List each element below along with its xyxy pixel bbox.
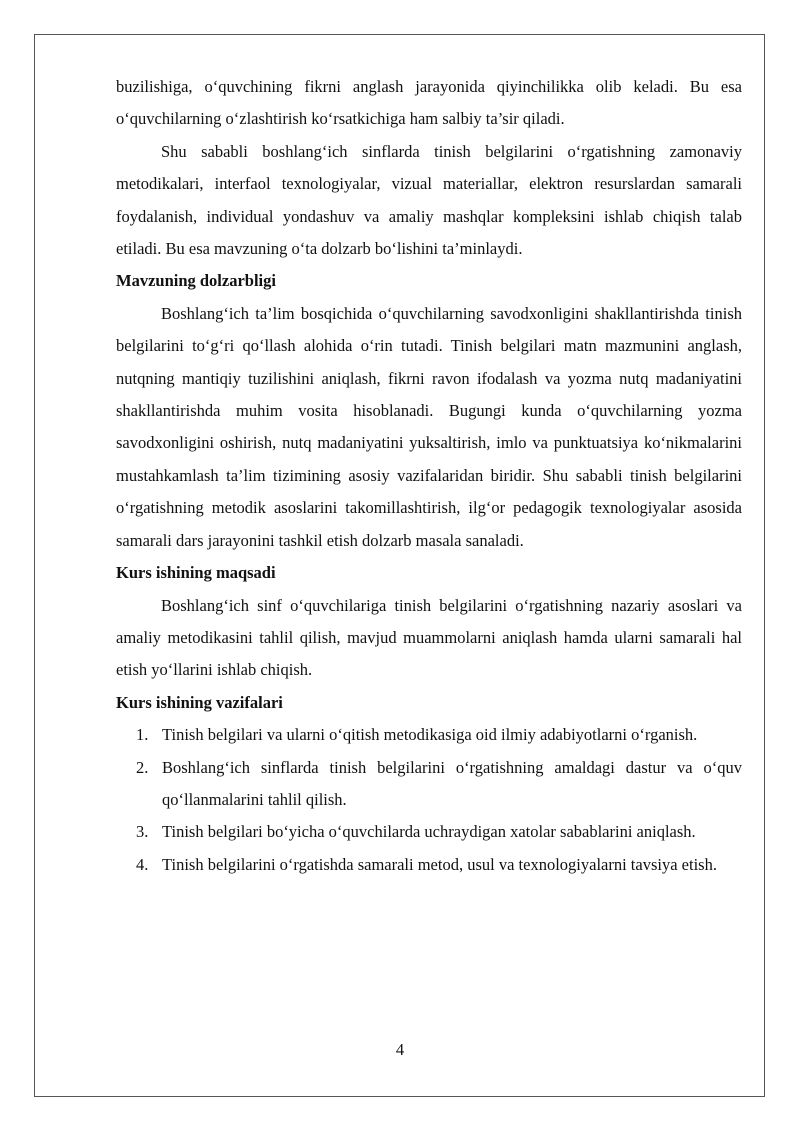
heading-goal: Kurs ishining maqsadi bbox=[116, 563, 276, 583]
list-item-text: Boshlang‘ich sinflarda tinish belgilarini o‘rgatishning amaldagi dastur va o‘quv qo‘llanmalarini tahlil qilish. bbox=[162, 757, 742, 809]
list-item bbox=[116, 752, 742, 817]
paragraph-methods: Shu sababli boshlang‘ich sinflarda tinish belgilarini o‘rgatishning zamonaviy metodikalari, interfaol texnologiyalar, vizual materiallar, elektron resurslardan samarali foydalanish, individual yondashuv va amaliy mashqlar kompleksini ishlab chiqish talab etiladi. Bu esa mavzuning o‘ta dolzarb bo‘lishini ta’minlaydi. bbox=[116, 141, 742, 259]
list-item bbox=[116, 719, 742, 751]
paragraph-goal: Boshlang‘ich sinf o‘quvchilariga tinish belgilarini o‘rgatishning nazariy asoslari va amaliy metodikasini tahlil qilish, mavjud muammolarni aniqlash hamda ularni samarali hal etish yo‘llarini ishlab chiqish. bbox=[116, 595, 742, 680]
heading-tasks: Kurs ishining vazifalari bbox=[116, 692, 283, 712]
list-item bbox=[116, 849, 742, 881]
heading-relevance: Mavzuning dolzarbligi bbox=[116, 271, 276, 291]
tasks-list bbox=[116, 719, 742, 881]
list-item-number: 4. bbox=[136, 854, 149, 874]
list-item-text: Tinish belgilari va ularni o‘qitish metodikasiga oid ilmiy adabiyotlarni o‘rganish. bbox=[162, 725, 698, 745]
page-number: 4 bbox=[395, 1040, 405, 1059]
list-item-text: Tinish belgilarini o‘rgatishda samarali metod, usul va texnologiyalarni tavsiya etish. bbox=[162, 854, 717, 874]
document-body bbox=[116, 71, 742, 881]
list-item-number: 1. bbox=[136, 725, 149, 745]
list-item-text: Tinish belgilari bo‘yicha o‘quvchilarda uchraydigan xatolar sabablarini aniqlash. bbox=[162, 822, 696, 842]
paragraph-relevance: Boshlang‘ich ta’lim bosqichida o‘quvchilarning savodxonligini shakllantirishda tinish belgilarini to‘g‘ri qo‘llash alohida o‘rin tutadi. Tinish belgilari matn mazmunini anglash, nutqning mantiqiy tuzilishini aniqlash, fikrni ravon ifodalash va yozma nutq madaniyatini shakllantirishda muhim vosita hisoblanadi. Bugungi kunda o‘quvchilarning yozma savodxonligini oshirish, nutq madaniyatini yuksaltirish, imlo va punktuatsiya ko‘nikmalarini mustahkamlash ta’lim tizimining asosiy vazifalaridan biridir. Shu sababli tinish belgilarini o‘rgatishning metodik asoslarini takomillashtirish, ilg‘or pedagogik texnologiyalar asosida samarali dars jarayonini tashkil etish dolzarb masala sanaladi. bbox=[116, 303, 742, 550]
paragraph-continuation: buzilishiga, o‘quvchining fikrni anglash jarayonida qiyinchilikka olib keladi. Bu esa o‘quvchilarning o‘zlashtirish ko‘rsatkichiga ham salbiy ta’sir qiladi. bbox=[116, 77, 742, 129]
list-item-number: 2. bbox=[136, 757, 149, 777]
list-item bbox=[116, 816, 742, 848]
list-item-number: 3. bbox=[136, 822, 149, 842]
